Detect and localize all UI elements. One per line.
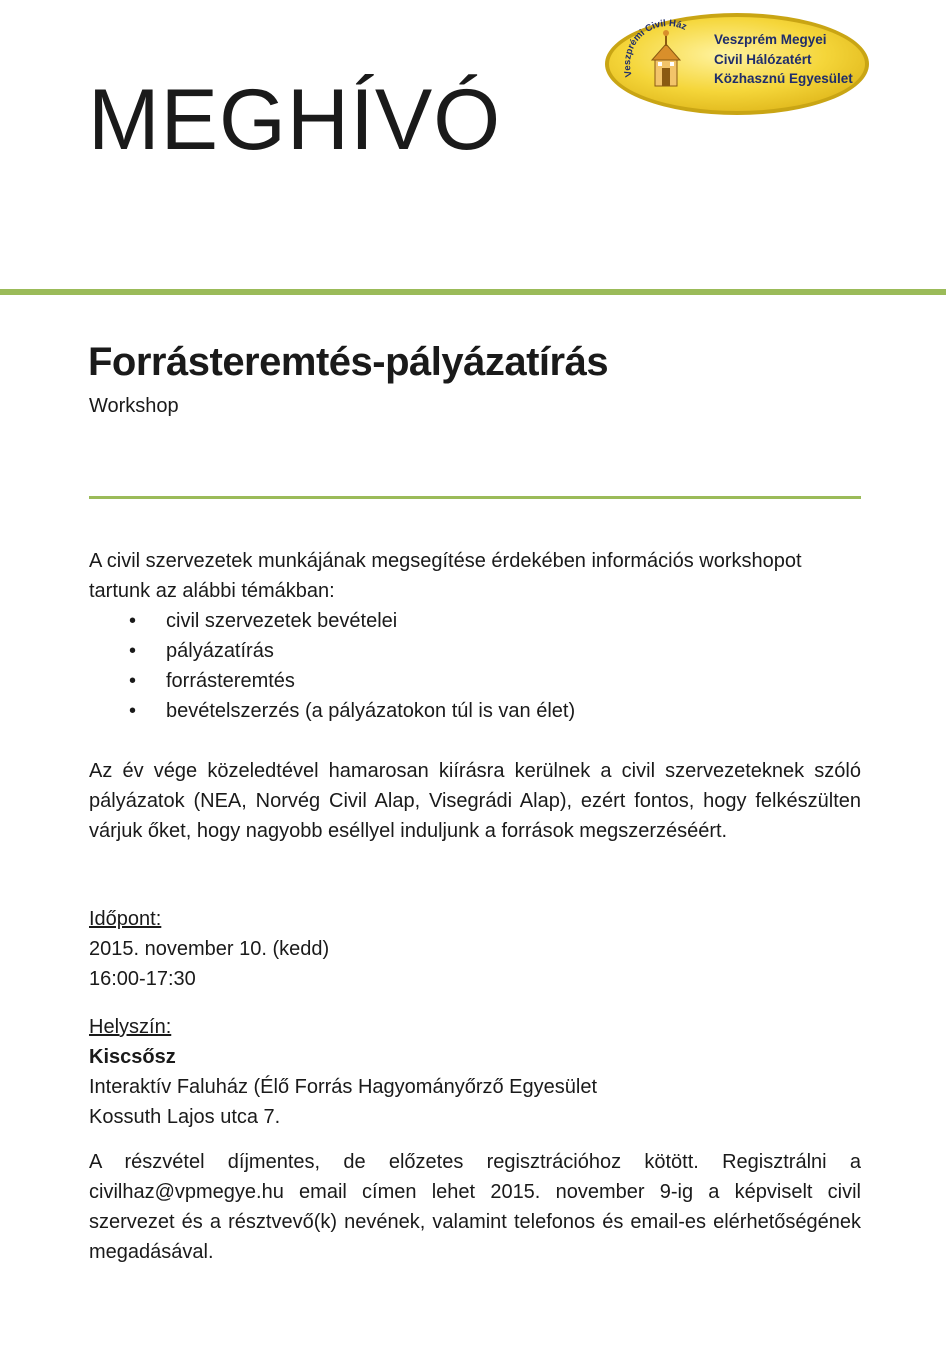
place-section [89,1012,861,1132]
workshop-title: Forrásteremtés-pályázatírás [88,340,609,384]
time-section [89,904,861,994]
topic-list [89,606,575,726]
logo-arc-text: Veszprémi Civil Ház [621,17,689,79]
list-item: • forrásteremtés [89,666,575,696]
list-item: • pályázatírás [89,636,575,666]
place-town: Kiscsősz [89,1046,176,1068]
logo-name-line-1: Veszprém Megyei [714,32,827,47]
intro-paragraph: A civil szervezetek munkájának megsegítése érdekében információs workshopot tartunk az alábbi témákban: [89,550,802,602]
bullet-icon: • [129,640,137,662]
organization-logo [602,10,872,118]
logo-name-line-3: Közhasznú Egyesület [714,71,853,86]
invitation-title: MEGHÍVÓ [88,72,502,168]
logo-name-line-2: Civil Hálózatért [714,52,812,67]
list-item: • bevételszerzés (a pályázatokon túl is van élet) [89,696,575,726]
call-paragraph: Az év vége közeledtével hamarosan kiírásra kerülnek a civil szervezeteknek szóló pályázatok (NEA, Norvég Civil Alap, Visegrádi Alap), ezért fontos, hogy felkészülten várjuk őket, hogy nagyobb eséllyel induljunk a források megszerzéséért. [89,760,861,842]
place-label: Helyszín: [89,1016,172,1038]
place-address: Kossuth Lajos utca 7. [89,1106,281,1128]
event-hours: 16:00-17:30 [89,968,196,990]
time-label: Időpont: [89,908,162,930]
registration-paragraph: A részvétel díjmentes, de előzetes regisztrációhoz kötött. Regisztrálni a civilhaz@vpmegye.hu email címen lehet 2015. november 9-ig a képviselt civil szervezet és a résztvevő(k) nevének, valamint telefonos és email-es elérhetőségének megadásával. [89,1151,861,1263]
place-venue: Interaktív Faluház (Élő Forrás Hagyományőrző Egyesület [89,1076,597,1098]
section-divider [89,496,861,499]
event-date: 2015. november 10. (kedd) [89,938,330,960]
bullet-icon: • [129,670,137,692]
list-item: • civil szervezetek bevételei [89,606,575,636]
bullet-icon: • [129,610,137,632]
bullet-icon: • [129,700,137,722]
top-divider [0,289,946,295]
workshop-subtitle: Workshop [89,395,179,417]
